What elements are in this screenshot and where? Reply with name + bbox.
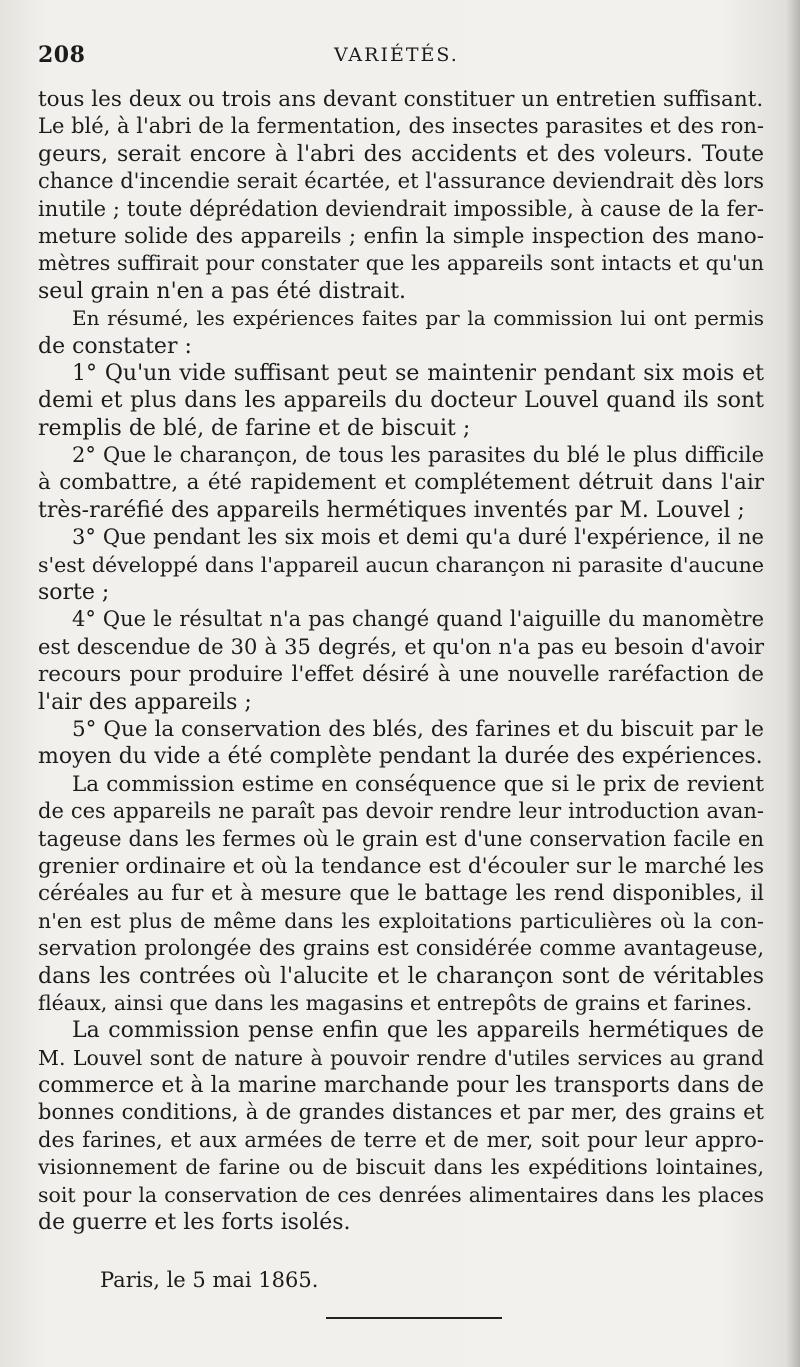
text-line: tous les deux ou trois ans devant constituer un entretien suffisant. <box>38 87 764 112</box>
text-line: geurs, serait encore à l'abri des accidents et des voleurs. Toute <box>38 141 764 167</box>
text-line: 4° Que le résultat n'a pas changé quand l'aiguille du manomètre <box>72 607 764 632</box>
closing-rule <box>326 1317 502 1319</box>
text-line: bonnes conditions, à de grandes distances et par mer, des grains et <box>38 1100 764 1125</box>
text-line: meture solide des appareils ; enfin la simple inspection des mano- <box>38 223 764 249</box>
text-line: 1° Qu'un vide suffisant peut se maintenir pendant six mois et <box>72 360 764 386</box>
text-line: sorte ; <box>38 580 110 606</box>
body-text <box>38 86 764 1236</box>
text-line: est descendue de 30 à 35 degrés, et qu'on n'a pas eu besoin d'avoir <box>38 634 764 659</box>
text-line: La commission estime en conséquence que si le prix de revient <box>72 771 764 797</box>
text-line: n'en est plus de même dans les exploitations particulières où la con- <box>38 908 764 933</box>
text-line: M. Louvel sont de nature à pouvoir rendre d'utiles services au grand <box>38 1045 764 1070</box>
text-line: servation prolongée des grains est considérée comme avantageuse, <box>38 936 764 961</box>
page-number: 208 <box>38 42 86 68</box>
text-line: chance d'incendie serait écartée, et l'assurance deviendrait dès lors <box>38 169 764 194</box>
text-line: fléaux, ainsi que dans les magasins et entrepôts de grains et farines. <box>38 990 753 1015</box>
text-line: 2° Que le charançon, de tous les parasites du blé le plus difficile <box>72 443 764 468</box>
text-line: grenier ordinaire et où la tendance est d'écouler sur le marché les <box>38 853 764 879</box>
text-line: inutile ; toute déprédation deviendrait impossible, à cause de la fer- <box>38 196 764 221</box>
text-line: seul grain n'en a pas été distrait. <box>38 278 407 304</box>
text-line: des farines, et aux armées de terre et de mer, soit pour leur appro- <box>38 1127 764 1152</box>
text-line: Le blé, à l'abri de la fermentation, des insectes parasites et des ron- <box>38 114 764 139</box>
text-line: l'air des appareils ; <box>38 689 252 715</box>
text-line: mètres suffirait pour constater que les appareils sont intacts et qu'un <box>38 251 764 276</box>
running-head: VARIÉTÉS. <box>334 44 459 66</box>
text-line: très-raréfié des appareils hermétiques inventés par M. Louvel ; <box>38 497 745 523</box>
text-line: soit pour la conservation de ces denrées alimentaires dans les places <box>38 1182 764 1207</box>
text-line: 5° Que la conservation des blés, des farines et du biscuit par le <box>72 716 764 742</box>
text-line: de guerre et les forts isolés. <box>38 1210 351 1236</box>
text-line: recours pour produire l'effet désiré à une nouvelle raréfaction de <box>38 662 764 688</box>
text-line: tageuse dans les fermes où le grain est d'une conservation facile en <box>38 826 764 851</box>
text-line: visionnement de farine ou de biscuit dans les expéditions lointaines, <box>38 1155 764 1180</box>
text-line: s'est développé dans l'appareil aucun charançon ni parasite d'aucune <box>38 552 764 577</box>
text-line: remplis de blé, de farine et de biscuit ; <box>38 415 471 441</box>
text-line: de ces appareils ne paraît pas devoir rendre leur introduction avan- <box>38 799 764 824</box>
text-line: moyen du vide a été complète pendant la durée des expériences. <box>38 744 763 770</box>
text-line: céréales au fur et à mesure que le battage les rend disponibles, il <box>38 881 764 907</box>
page-header <box>36 42 766 72</box>
text-line: dans les contrées où l'alucite et le charançon sont de véritables <box>38 963 764 989</box>
text-line: En résumé, les expériences faites par la commission lui ont permis <box>72 306 764 331</box>
text-line: 3° Que pendant les six mois et demi qu'a duré l'expérience, il ne <box>72 525 764 550</box>
page-edge-shadow <box>786 0 800 1367</box>
text-line: à combattre, a été rapidement et complétement détruit dans l'air <box>38 470 764 496</box>
dateline: Paris, le 5 mai 1865. <box>100 1268 319 1292</box>
text-line: de constater : <box>38 333 192 359</box>
text-line: commerce et à la marine marchande pour les transports dans de <box>38 1073 764 1099</box>
text-line: demi et plus dans les appareils du docteur Louvel quand ils sont <box>38 388 764 414</box>
text-line: La commission pense enfin que les appareils hermétiques de <box>72 1018 764 1044</box>
